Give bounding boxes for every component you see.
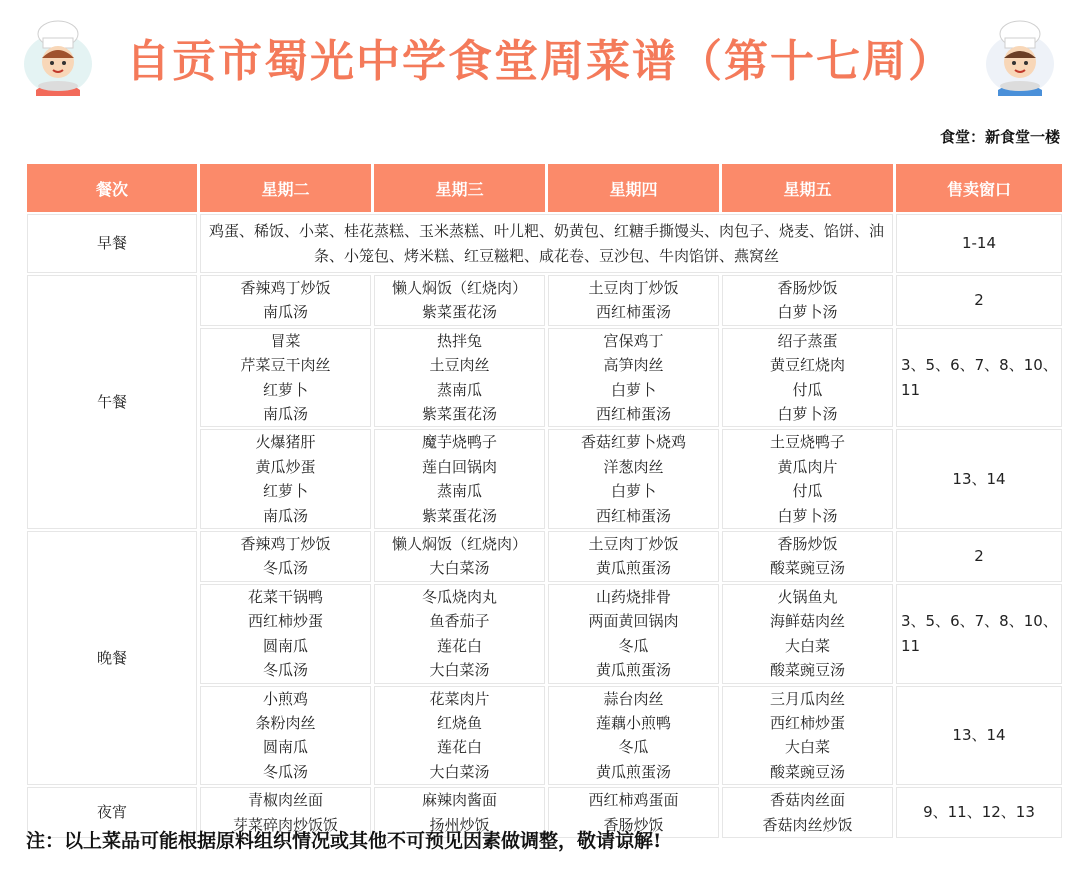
- dish-item: 火锅鱼丸: [777, 587, 838, 606]
- dish-item: 西红柿蛋汤: [595, 303, 671, 322]
- menu-cell: [722, 328, 893, 428]
- menu-cell: [200, 275, 371, 326]
- dish-item: 南瓜汤: [262, 506, 308, 525]
- window-cell: 3、5、6、7、8、10、11: [896, 584, 1062, 684]
- dish-item: 红烧鱼: [436, 713, 482, 732]
- dish-item: 冬瓜: [618, 738, 649, 757]
- menu-cell: [374, 531, 545, 582]
- dish-item: 扬州炒饭: [429, 815, 490, 834]
- dish-item: 绍子蒸蛋: [777, 331, 838, 350]
- dish-item: 莲花白: [436, 738, 482, 757]
- dish-item: 三月瓜肉丝: [769, 689, 845, 708]
- dish-item: 酸菜豌豆汤: [769, 559, 845, 578]
- menu-cell: [548, 328, 719, 428]
- meal-label-supper: 夜宵: [27, 787, 197, 838]
- dish-item: 冬瓜汤: [262, 661, 308, 680]
- window-cell: 13、14: [896, 686, 1062, 786]
- dish-item: 冬瓜烧肉丸: [421, 587, 497, 606]
- dish-item: 西红柿鸡蛋面: [588, 791, 679, 810]
- dish-item: 麻辣肉酱面: [421, 791, 497, 810]
- window-cell: 13、14: [896, 429, 1062, 529]
- dinner-row: [27, 531, 1062, 582]
- menu-cell: [200, 429, 371, 529]
- menu-cell: [200, 584, 371, 684]
- menu-cell: [722, 686, 893, 786]
- dish-item: 香辣鸡丁炒饭: [240, 535, 331, 554]
- dish-item: 条粉肉丝: [255, 713, 316, 732]
- lunch-row: [27, 275, 1062, 326]
- dish-item: 冬瓜汤: [262, 559, 308, 578]
- dish-item: 酸菜豌豆汤: [769, 661, 845, 680]
- breakfast-items: 鸡蛋、稀饭、小菜、桂花蒸糕、玉米蒸糕、叶儿粑、奶黄包、红糖手撕馒头、肉包子、烧麦、馅饼、油条、小笼包、烤米糕、红豆糍粑、咸花卷、豆沙包、牛肉馅饼、燕窝丝: [200, 214, 893, 273]
- dish-item: 大白菜: [784, 738, 830, 757]
- meal-label-dinner: 晚餐: [27, 531, 197, 785]
- dish-item: 西红柿蛋汤: [595, 405, 671, 424]
- dish-item: 黄瓜煎蛋汤: [595, 661, 671, 680]
- dish-item: 海鲜菇肉丝: [769, 612, 845, 631]
- canteen-location: 食堂：新食堂一楼: [939, 128, 1060, 146]
- dish-item: 土豆肉丁炒饭: [588, 279, 679, 297]
- header-wednesday: 星期三: [374, 164, 545, 212]
- dish-item: 白萝卜汤: [777, 506, 838, 525]
- dish-item: 付瓜: [792, 482, 823, 501]
- dish-item: 白萝卜: [610, 482, 656, 501]
- dish-item: 付瓜: [792, 380, 823, 399]
- dish-item: 土豆肉丝: [429, 356, 490, 375]
- dish-item: 鱼香茄子: [429, 612, 490, 631]
- menu-cell: [200, 531, 371, 582]
- dish-item: 土豆肉丁炒饭: [588, 535, 679, 554]
- dish-item: 圆南瓜: [262, 738, 308, 757]
- window-cell: 9、11、12、13: [896, 787, 1062, 838]
- dish-item: 黄瓜肉片: [777, 457, 838, 476]
- header-tuesday: 星期二: [200, 164, 371, 212]
- dish-item: 西红柿炒蛋: [769, 713, 845, 732]
- menu-cell: [374, 429, 545, 529]
- header: [0, 0, 1080, 120]
- breakfast-row: [27, 214, 1062, 273]
- page-title: 自贡市蜀光中学食堂周菜谱（第十七周）: [126, 36, 954, 87]
- menu-cell: [722, 787, 893, 838]
- dish-item: 宫保鸡丁: [603, 331, 664, 350]
- breakfast-window: 1-14: [896, 214, 1062, 273]
- meal-label-breakfast: 早餐: [27, 214, 197, 273]
- dish-item: 黄豆红烧肉: [769, 356, 845, 375]
- dish-item: 大白菜汤: [429, 661, 490, 680]
- menu-cell: [374, 328, 545, 428]
- menu-cell: [722, 429, 893, 529]
- dish-item: 懒人焖饭（红烧肉）: [391, 535, 527, 554]
- chef-mascot-icon: [984, 18, 1056, 98]
- dish-item: 白萝卜: [610, 380, 656, 399]
- menu-cell: [200, 328, 371, 428]
- dish-item: 红萝卜: [262, 482, 308, 501]
- window-cell: 3、5、6、7、8、10、11: [896, 328, 1062, 428]
- dish-item: 红萝卜: [262, 380, 308, 399]
- dish-item: 蒸南瓜: [436, 482, 482, 501]
- dish-item: 小煎鸡: [262, 689, 308, 708]
- dish-item: 芽菜碎肉炒饭饭: [232, 815, 338, 834]
- dish-item: 山药烧排骨: [595, 587, 671, 606]
- dish-item: 紫菜蛋花汤: [421, 303, 497, 322]
- dish-item: 魔芋烧鸭子: [421, 433, 497, 452]
- dish-item: 紫菜蛋花汤: [421, 506, 497, 525]
- dish-item: 黄瓜煎蛋汤: [595, 559, 671, 578]
- meal-label-lunch: 午餐: [27, 275, 197, 529]
- dish-item: 香菇肉丝面: [769, 791, 845, 810]
- dish-item: 香肠炒饭: [777, 535, 838, 554]
- chef-mascot-icon: [22, 18, 94, 98]
- dish-item: 白萝卜汤: [777, 405, 838, 424]
- dish-item: 冬瓜汤: [262, 762, 308, 781]
- menu-cell: [548, 275, 719, 326]
- menu-cell: [722, 584, 893, 684]
- dish-item: 南瓜汤: [262, 303, 308, 322]
- dish-item: 香肠炒饭: [603, 815, 664, 834]
- dish-item: 大白菜汤: [429, 762, 490, 781]
- dish-item: 大白菜: [784, 636, 830, 655]
- dish-item: 圆南瓜: [262, 636, 308, 655]
- weekly-menu-table: [24, 162, 1065, 840]
- menu-cell: [722, 531, 893, 582]
- table-header-row: [27, 164, 1062, 212]
- dish-item: 芹菜豆干肉丝: [240, 356, 331, 375]
- dish-item: 花菜肉片: [429, 689, 490, 708]
- dish-item: 懒人焖饭（红烧肉）: [391, 279, 527, 297]
- dish-item: 莲白回锅肉: [421, 457, 497, 476]
- header-friday: 星期五: [722, 164, 893, 212]
- menu-cell: [200, 686, 371, 786]
- dish-item: 蒜台肉丝: [603, 689, 664, 708]
- dish-item: 酸菜豌豆汤: [769, 762, 845, 781]
- window-cell: 2: [896, 531, 1062, 582]
- dish-item: 冒菜: [270, 331, 301, 350]
- dish-item: 蒸南瓜: [436, 380, 482, 399]
- dish-item: 火爆猪肝: [255, 433, 316, 452]
- menu-cell: [374, 275, 545, 326]
- dish-item: 黄瓜炒蛋: [255, 457, 316, 476]
- window-cell: 2: [896, 275, 1062, 326]
- dish-item: 青椒肉丝面: [247, 791, 323, 810]
- dish-item: 冬瓜: [618, 636, 649, 655]
- dish-item: 黄瓜煎蛋汤: [595, 762, 671, 781]
- menu-cell: [722, 275, 893, 326]
- dish-item: 香肠炒饭: [777, 279, 838, 297]
- dish-item: 洋葱肉丝: [603, 457, 664, 476]
- dish-item: 莲花白: [436, 636, 482, 655]
- dish-item: 两面黄回锅肉: [588, 612, 679, 631]
- dish-item: 土豆烧鸭子: [769, 433, 845, 452]
- menu-cell: [548, 584, 719, 684]
- dish-item: 香辣鸡丁炒饭: [240, 279, 331, 297]
- menu-cell: [548, 531, 719, 582]
- dish-item: 香菇肉丝炒饭: [762, 815, 853, 834]
- dish-item: 莲藕小煎鸭: [595, 713, 671, 732]
- dish-item: 大白菜汤: [429, 559, 490, 578]
- dish-item: 西红柿炒蛋: [247, 612, 323, 631]
- menu-cell: [374, 686, 545, 786]
- footer-note: 注：以上菜品可能根据原料组织情况或其他不可预见因素做调整，敬请谅解!: [26, 830, 662, 852]
- header-window: 售卖窗口: [896, 164, 1062, 212]
- dish-item: 热拌兔: [436, 331, 482, 350]
- menu-cell: [548, 429, 719, 529]
- dish-item: 南瓜汤: [262, 405, 308, 424]
- dish-item: 高笋肉丝: [603, 356, 664, 375]
- menu-cell: [548, 686, 719, 786]
- menu-cell: [374, 584, 545, 684]
- header-thursday: 星期四: [548, 164, 719, 212]
- dish-item: 白萝卜汤: [777, 303, 838, 322]
- dish-item: 香菇红萝卜烧鸡: [580, 433, 686, 452]
- header-meal: 餐次: [27, 164, 197, 212]
- dish-item: 西红柿蛋汤: [595, 506, 671, 525]
- dish-item: 花菜干锅鸭: [247, 587, 323, 606]
- dish-item: 紫菜蛋花汤: [421, 405, 497, 424]
